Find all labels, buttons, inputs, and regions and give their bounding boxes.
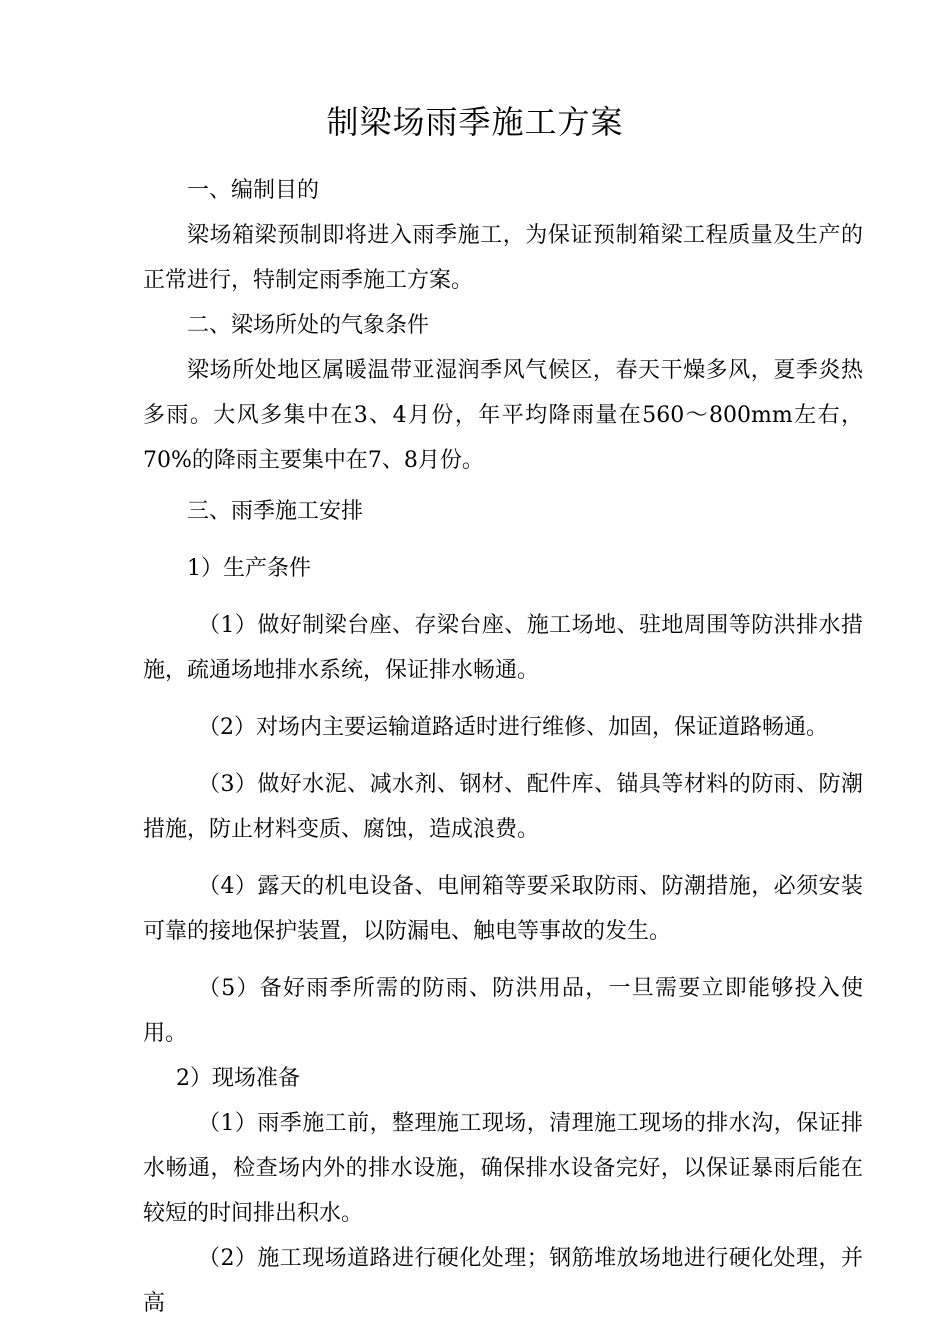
paragraph-purpose: 梁场箱梁预制即将进入雨季施工，为保证预制箱梁工程质量及生产的正常进行，特制定雨季施工方案。 — [143, 223, 863, 293]
section-heading-purpose: 一、编制目的 — [187, 178, 320, 203]
paragraph-weather: 梁场所处地区属暖温带亚湿润季风气候区，春天干燥多风，夏季炎热多雨。大风多集中在3、4月份，年平均降雨量在560～800mm左右，70%的降雨主要集中在7、8月份。 — [143, 358, 863, 473]
subheading-production-conditions: 1）生产条件 — [187, 556, 311, 581]
list-item-production-3: （3）做好水泥、减水剂、钢材、配件库、锚具等材料的防雨、防潮措施，防止材料变质、腐蚀，造成浪费。 — [143, 772, 863, 842]
list-item-production-1: （1）做好制梁台座、存梁台座、施工场地、驻地周围等防洪排水措施，疏通场地排水系统，保证排水畅通。 — [143, 613, 863, 683]
document-title: 制梁场雨季施工方案 — [326, 103, 624, 141]
section-heading-arrangement: 三、雨季施工安排 — [187, 499, 364, 524]
list-item-production-5: （5）备好雨季所需的防雨、防洪用品，一旦需要立即能够投入使用。 — [143, 976, 863, 1046]
list-item-production-4: （4）露天的机电设备、电闸箱等要采取防雨、防潮措施，必须安装可靠的接地保护装置，以防漏电、触电等事故的发生。 — [143, 874, 863, 944]
list-item-production-2: （2）对场内主要运输道路适时进行维修、加固，保证道路畅通。 — [198, 715, 828, 740]
list-item-site-1: （1）雨季施工前，整理施工现场，清理施工现场的排水沟，保证排水畅通，检查场内外的排水设施，确保排水设备完好，以保证暴雨后能在较短的时间排出积水。 — [143, 1111, 863, 1226]
document-body — [143, 168, 863, 1326]
subheading-site-preparation: 2）现场准备 — [176, 1066, 300, 1091]
list-item-site-2: （2）施工现场道路进行硬化处理；钢筋堆放场地进行硬化处理，并高 — [143, 1246, 863, 1316]
section-heading-weather: 二、梁场所处的气象条件 — [187, 313, 430, 338]
